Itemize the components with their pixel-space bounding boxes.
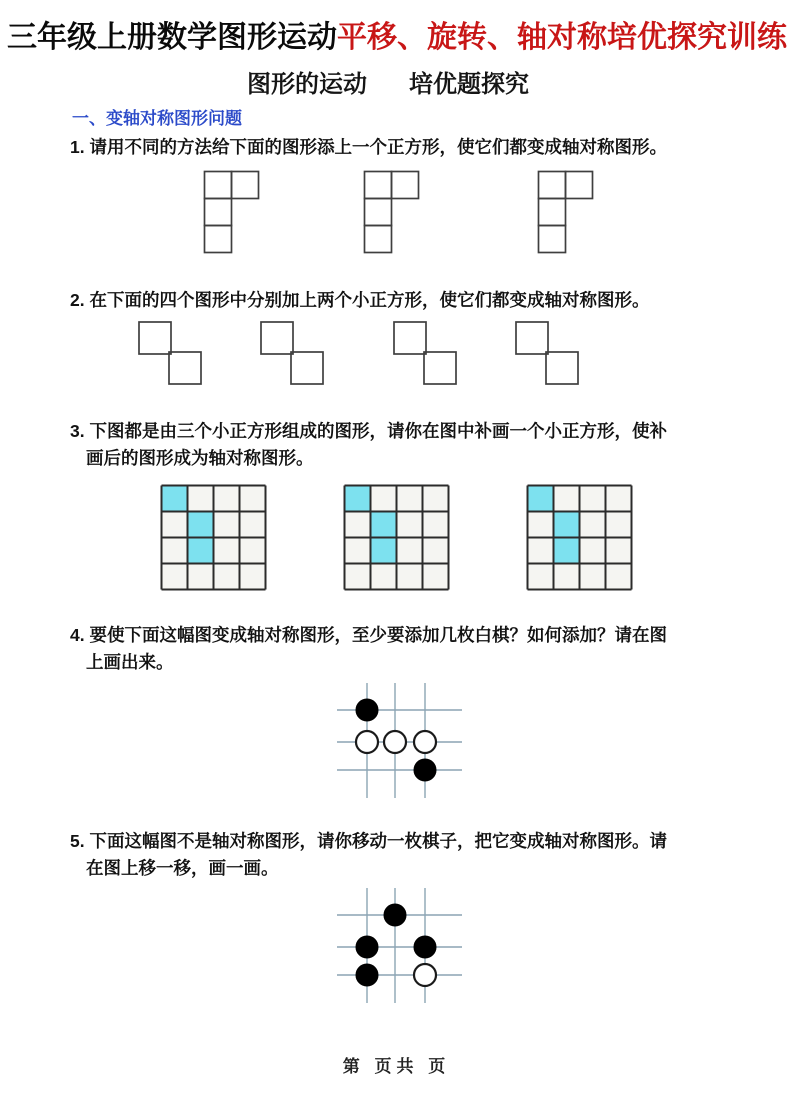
question-4-text-line1: 4. 要使下面这幅图变成轴对称图形，至少要添加几枚白棋？如何添加？请在图 [70,625,667,645]
q1-figure-1 [203,170,260,254]
q2-figure-3 [393,321,457,385]
page-title [7,12,787,56]
section-heading: 一、变轴对称图形问题 [72,109,242,128]
question-3-text-line2: 画后的图形成为轴对称图形。 [86,448,314,468]
q1-figure-3 [537,170,594,254]
q5-go-board [330,885,468,1007]
question-3-text-line1: 3. 下图都是由三个小正方形组成的图形，请你在图中补画一个小正方形，使补 [70,421,667,441]
page-title-red: 平移、旋转、轴对称培优探究训练 [337,21,787,54]
question-5-text-line2: 在图上移一移，画一画。 [86,858,279,878]
question-4-text-line2: 上画出来。 [86,652,174,672]
q3-grid-2 [343,484,450,591]
q2-figure-1 [138,321,202,385]
subtitle-row [247,64,529,99]
q2-figure-4 [515,321,579,385]
subtitle-right: 培优题探究 [409,71,529,98]
question-2-text: 2. 在下面的四个图形中分别加上两个小正方形，使它们都变成轴对称图形。 [70,290,650,310]
footer-page-label: 第 页共 页 [342,1057,451,1076]
question-5-text-line1: 5. 下面这幅图不是轴对称图形，请你移动一枚棋子，把它变成轴对称图形。请 [70,831,667,851]
q3-grid-3 [526,484,633,591]
q3-grid-1 [160,484,267,591]
page-title-black: 三年级上册数学图形运动 [7,21,337,54]
q2-figure-2 [260,321,324,385]
question-1-text: 1. 请用不同的方法给下面的图形添上一个正方形，使它们都变成轴对称图形。 [70,137,667,157]
q4-go-board [330,680,468,802]
subtitle-left: 图形的运动 [247,71,367,98]
q1-figure-2 [363,170,420,254]
